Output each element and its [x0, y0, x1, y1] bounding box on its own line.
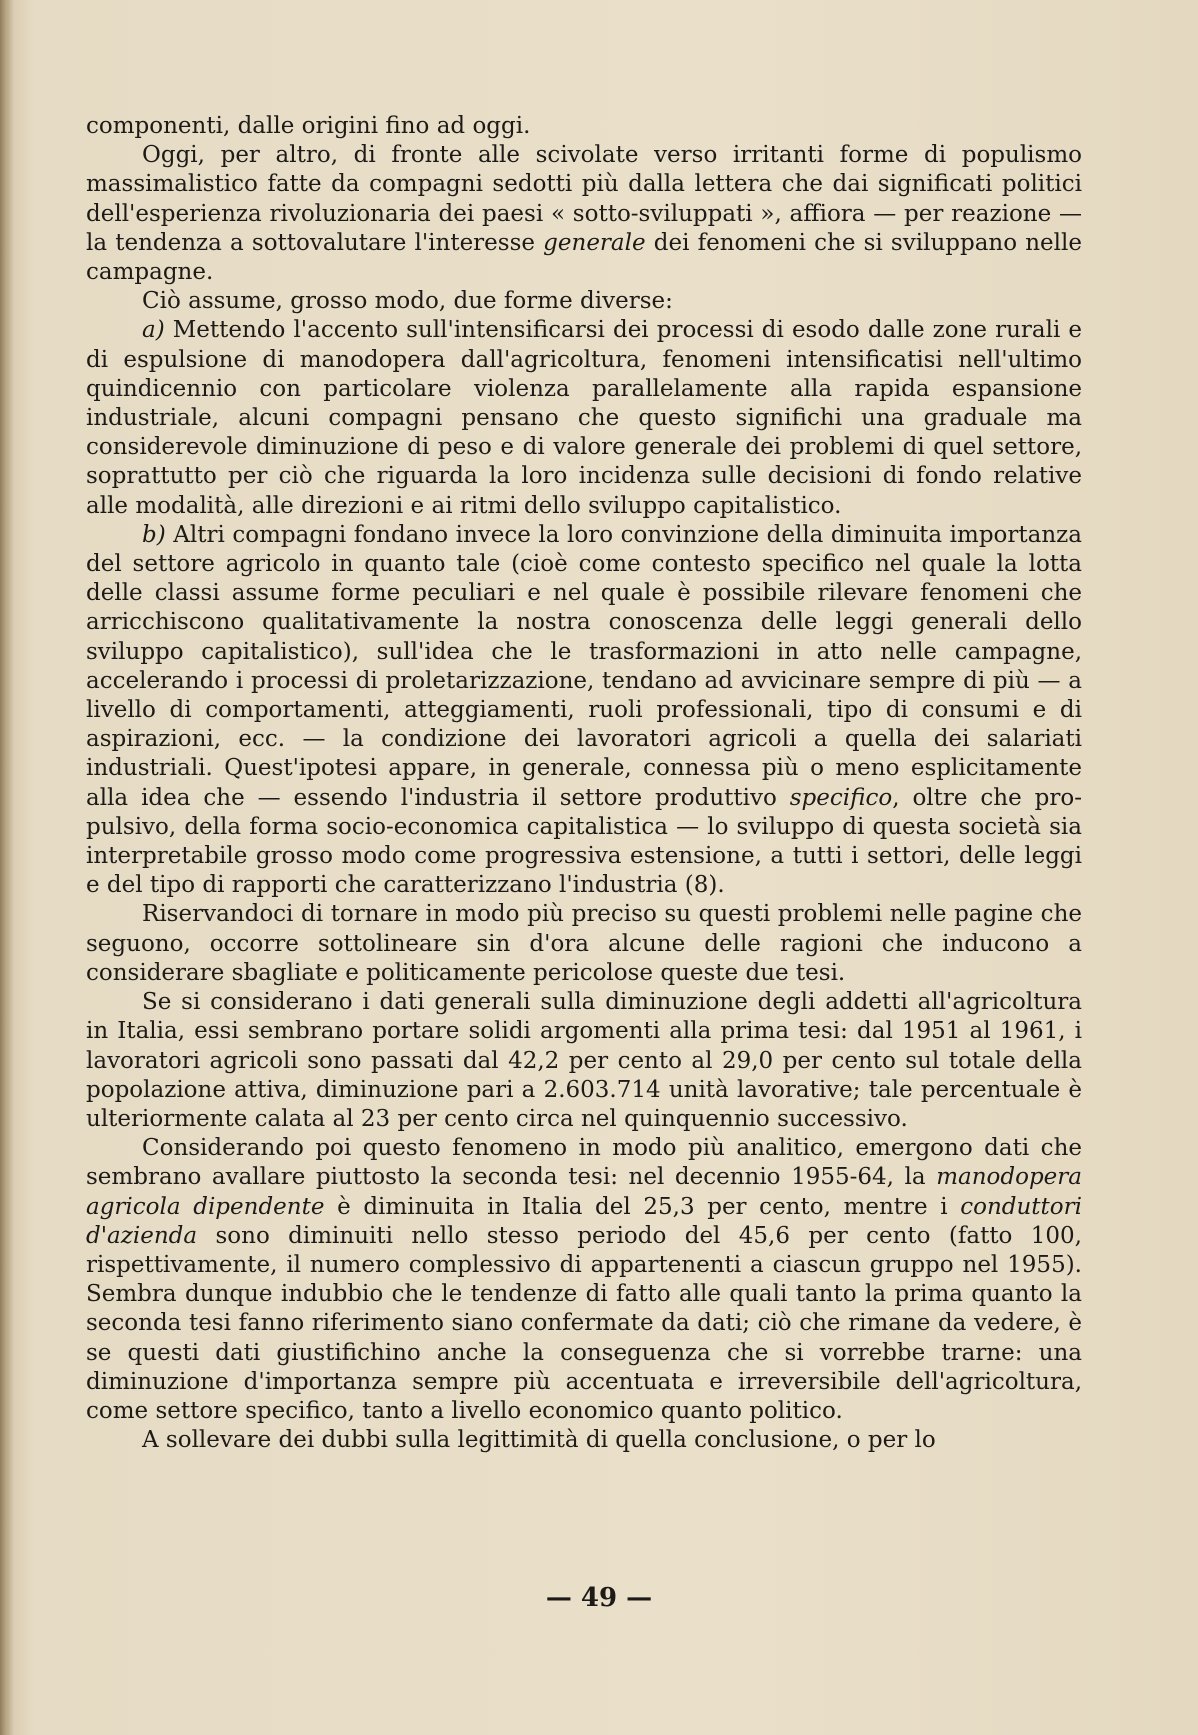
paragraph-7 [86, 1134, 1082, 1426]
paragraph-3 [86, 316, 1082, 520]
paragraph-4 [86, 521, 1082, 901]
text-run: Se si considerano i dati generali sulla diminuzione degli addetti all'agricoltura in Italia, essi sembrano portare solidi argomenti alla prima tesi: dal 1951 al 1961, i lavoratori agricoli sono passati dal 42,2 per cento al 29,0 per cento sul totale della popolazione attiva, diminuzione pari a 2.603.714 unità lavorative; tale percentuale è ulteriormente calata al 23 per cento circa nel quinquennio successivo. [86, 989, 1082, 1132]
text-run: , oltre che propulsivo, della forma socio-economica capitalistica — lo sviluppo di questa società sia interpretabile grosso modo come progressiva estensione, a tutti i settori, delle leggi e del tipo di rapporti che caratterizzano l'industria (8). [86, 784, 1082, 899]
page-number: — 49 — [545, 1583, 653, 1613]
text-run: è diminuita in Italia del 25,3 per cento, mentre i [324, 1193, 961, 1220]
text-run: Ciò assume, grosso modo, due forme diverse: [142, 288, 673, 315]
paragraph-5 [86, 900, 1082, 988]
text-run: componenti, dalle origini fino ad oggi. [86, 113, 531, 139]
text-run: Altri compagni fondano invece la loro convinzione della diminuita importanza del settore agricolo in quanto tale (cioè come contesto specifico nel quale la lotta delle classi assume forme peculiari e nel quale è possibile rilevare fenomeni che arricchiscono qualitativamente la nostra conoscenza delle leggi generali dello sviluppo capitalistico), sull'idea che le trasformazioni in atto nelle campagne, accelerando i processi di proletarizzazione, tendano ad avvicinare sempre di più — a livello di comportamenti, atteggiamenti, ruoli professionali, tipo di consumi e di aspirazioni, ecc. — la condizione dei lavoratori agricoli a quella dei salariati industriali. Quest'ipotesi appare, in generale, connessa più o meno esplicitamente alla idea che — essendo l'industria il settore produttivo [86, 521, 1082, 811]
italic-text: conduttori d'azienda [86, 1193, 1082, 1249]
text-run: Riservandoci di tornare in modo più preciso su questi problemi nelle pagine che seguono, occorre sottolineare sin d'ora alcune delle ragioni che inducono a considerare sbagliate e politicamente pericolose queste due tesi. [86, 901, 1082, 986]
text-run: A sollevare dei dubbi sulla legittimità di quella conclusione, o per lo [142, 1427, 936, 1454]
italic-text: specifico [789, 784, 893, 811]
paragraph-2 [86, 287, 1082, 316]
text-run: Oggi, per altro, di fronte alle scivolate verso irritanti forme di populismo massimalistico fatte da compagni sedotti più dalla lettera che dai significati politici dell'esperienza rivoluzionaria dei paesi « sotto-sviluppati », affiora — per reazione — la tendenza a sottovalutare l'interesse [86, 142, 1082, 256]
text-run: sono diminuiti nello stesso periodo del 45,6 per cento (fatto 100, rispettivamente, il numero complessivo di appartenenti a ciascun gruppo nel 1955). Sembra dunque indubbio che le tendenze di fatto alle quali tanto la prima quanto la seconda tesi fanno riferimento siano confermate da dati; ciò che rimane da vedere, è se questi dati giustifichino anche la conseguenza che si vorrebbe trarne: una diminuzione d'importanza sempre più accentuata e irreversibile dell'agricoltura, come settore specifico, tanto a livello economico quanto politico. [86, 1222, 1082, 1424]
italic-text: manodopera agricola dipendente [86, 1164, 1082, 1220]
paragraph-6 [86, 988, 1082, 1134]
paragraph-1 [86, 141, 1082, 287]
text-run: Mettendo l'accento sull'intensificarsi dei processi di esodo dalle zone rurali e di espulsione di manodopera dall'agricoltura, fenomeni intensificatisi nell'ultimo quindicennio con particolare violenza parallelamente alla rapida espansione industriale, alcuni compagni pensano che questo significhi una graduale ma considerevole diminuzione di peso e di valore generale dei problemi di quel settore, soprattutto per ciò che riguarda la loro incidenza sulle decisioni di fondo relative alle modalità, alle direzioni e ai ritmi dello sviluppo capitalistico. [86, 317, 1082, 519]
paragraph-0 [86, 112, 1082, 141]
italic-text: generale [543, 229, 646, 256]
text-run: Considerando poi questo fenomeno in modo più analitico, emergono dati che sembrano avallare piuttosto la seconda tesi: nel decennio 1955-64, la [86, 1135, 1082, 1191]
italic-text: a) [142, 317, 165, 344]
italic-text: b) [142, 521, 166, 548]
text-run: dei fenomeni che si sviluppano nelle campagne. [86, 229, 1082, 286]
paragraph-8 [86, 1426, 1082, 1455]
body-text [86, 112, 1082, 1455]
